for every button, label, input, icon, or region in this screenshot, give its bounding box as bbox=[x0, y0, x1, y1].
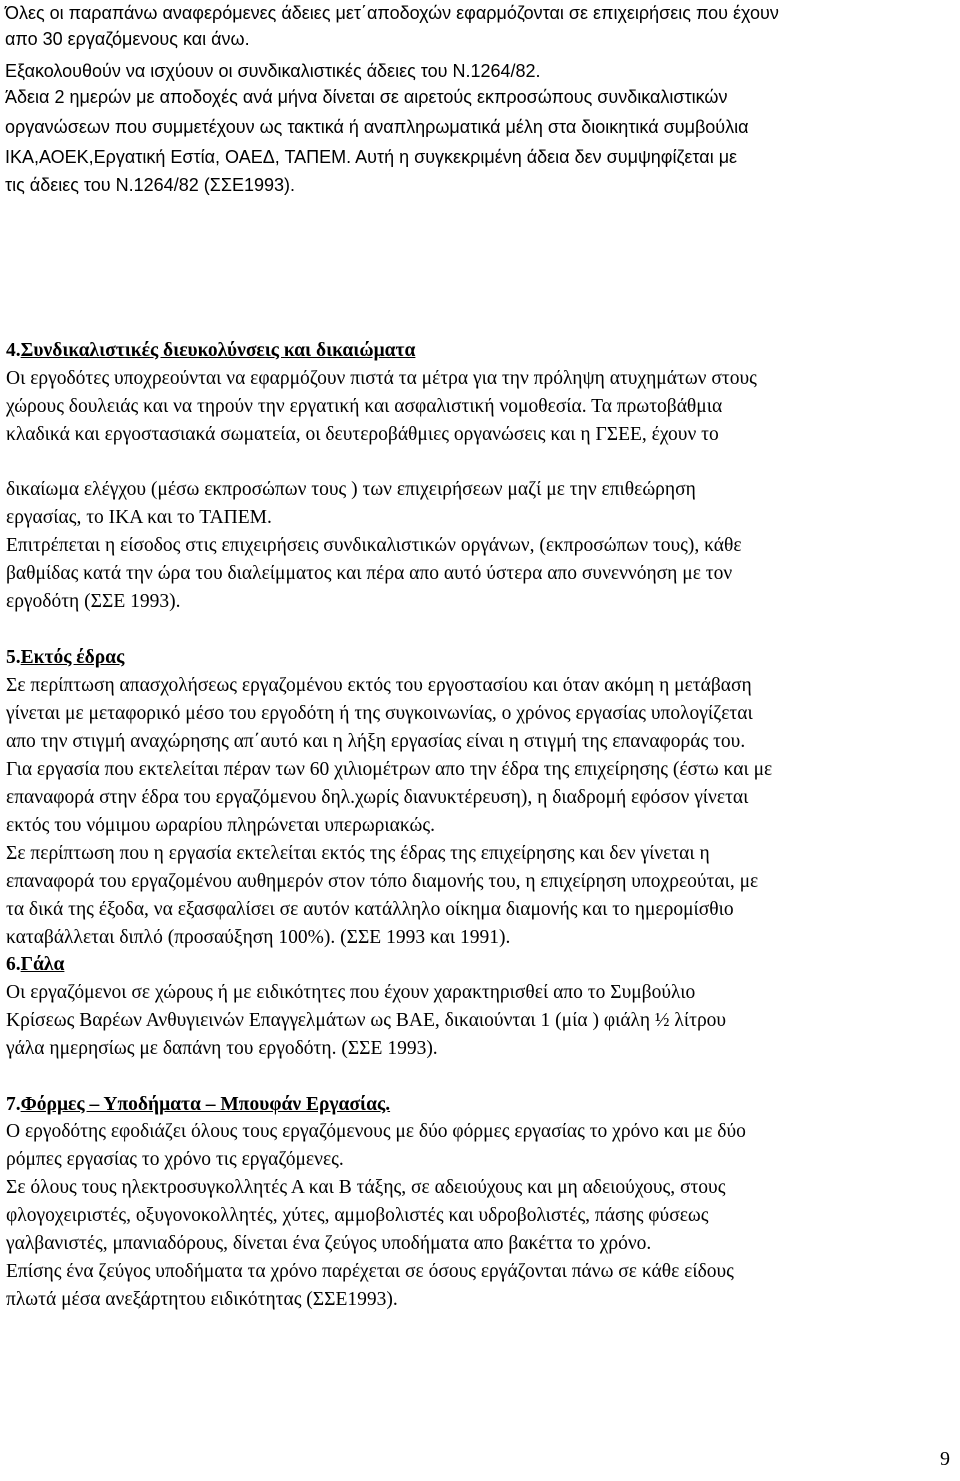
section-6-heading bbox=[6, 952, 64, 978]
section-5-line: εκτός του νόμιμου ωραρίου πληρώνεται υπερωριακώς. bbox=[6, 815, 435, 836]
intro-line: Εξακολουθούν να ισχύουν οι συνδικαλιστικές άδειες του Ν.1264/82. bbox=[5, 61, 541, 81]
intro-line: απο 30 εργαζόμενους και άνω. bbox=[5, 29, 250, 49]
section-5-number: 5. bbox=[6, 647, 21, 668]
section-7-line: πλωτά μέσα ανεξάρτητου ειδικότητας (ΣΣΕ1993). bbox=[6, 1289, 398, 1310]
section-5-heading bbox=[6, 645, 124, 671]
section-4-line: βαθμίδας κατά την ώρα του διαλείμματος και πέρα απο αυτό ύστερα απο συνεννόηση με τον bbox=[6, 563, 733, 584]
section-5-line: απο την στιγμή αναχώρησης απ΄αυτό και η λήξη εργασίας είναι η στιγμή της επαναφοράς του. bbox=[6, 731, 746, 752]
section-7-line: γαλβανιστές, μπανιαδόρους, δίνεται ένα ζεύγος υποδήματα απο βακέττα το χρόνο. bbox=[6, 1233, 652, 1254]
intro-line: οργανώσεων που συμμετέχουν ως τακτικά ή αναπληρωματικά μέλη στα διοικητικά συμβούλια bbox=[5, 117, 749, 137]
section-5-line: επαναφορά του εργαζομένου αυθημερόν στον τόπο διαμονής του, η επιχείρηση υποχρεούται, με bbox=[6, 871, 759, 892]
intro-line: τις άδειες του Ν.1264/82 (ΣΣΕ1993). bbox=[5, 175, 296, 195]
section-4-line: χώρους δουλειάς και να τηρούν την εργατική και ασφαλιστική νομοθεσία. Τα πρωτοβάθμια bbox=[6, 396, 723, 417]
section-7-title: Φόρμες – Υποδήματα – Μπουφάν Εργασίας. bbox=[20, 1094, 391, 1115]
section-4-line: εργασίας, το ΙΚΑ και το ΤΑΠΕΜ. bbox=[6, 507, 272, 528]
section-6-title: Γάλα bbox=[20, 954, 65, 975]
section-6-line: Κρίσεως Βαρέων Ανθυγιεινών Επαγγελμάτων ως ΒΑΕ, δικαιούνται 1 (μία ) φιάλη ½ λίτρου bbox=[6, 1010, 727, 1031]
section-5-line: τα δικά της έξοδα, να εξασφαλίσει σε αυτόν κατάλληλο οίκημα διαμονής και το ημερομίσθιο bbox=[6, 899, 734, 920]
section-4-line: δικαίωμα ελέγχου (μέσω εκπροσώπων τους ) των επιχειρήσεων μαζί με την επιθεώρηση bbox=[6, 479, 696, 500]
section-4-line: κλαδικά και εργοστασιακά σωματεία, οι δευτεροβάθμιες οργανώσεις και η ΓΣΕΕ, έχουν το bbox=[6, 424, 719, 445]
section-5-line: Για εργασία που εκτελείται πέραν των 60 χιλιομέτρων απο την έδρα της επιχείρησης (έστω και με bbox=[6, 759, 773, 780]
section-4-number: 4. bbox=[6, 340, 21, 361]
section-4-line: εργοδότη (ΣΣΕ 1993). bbox=[6, 591, 181, 612]
section-4-title: Συνδικαλιστικές διευκολύνσεις και δικαιώματα bbox=[20, 340, 416, 361]
section-5-title: Εκτός έδρας bbox=[20, 647, 125, 668]
intro-line: Όλες οι παραπάνω αναφερόμενες άδειες μετ΄αποδοχών εφαρμόζονται σε επιχειρήσεις που έχουν bbox=[5, 3, 779, 23]
section-5-line: Σε περίπτωση απασχολήσεως εργαζομένου εκτός του εργοστασίου και όταν ακόμη η μετάβαση bbox=[6, 675, 752, 696]
section-5-line: επαναφορά στην έδρα του εργαζόμενου δηλ.χωρίς διανυκτέρευση), η διαδρομή εφόσον γίνεται bbox=[6, 787, 749, 808]
intro-line: ΙΚΑ,ΑΟΕΚ,Εργατική Εστία, ΟΑΕΔ, ΤΑΠΕΜ. Αυτή η συγκεκριμένη άδεια δεν συμψηφίζεται με bbox=[5, 147, 738, 167]
section-6-number: 6. bbox=[6, 954, 21, 975]
section-5-line: γίνεται με μεταφορικό μέσο του εργοδότη ή της συγκοινωνίας, ο χρόνος εργασίας υπολογίζεται bbox=[6, 703, 753, 724]
section-7-line: ρόμπες εργασίας το χρόνο τις εργαζόμενες. bbox=[6, 1149, 344, 1170]
section-7-line: Επίσης ένα ζεύγος υποδήματα τα χρόνο παρέχεται σε όσους εργάζονται πάνω σε κάθε είδους bbox=[6, 1261, 734, 1282]
section-4-heading bbox=[6, 338, 415, 364]
section-7-number: 7. bbox=[6, 1094, 21, 1115]
section-5-line: Σε περίπτωση που η εργασία εκτελείται εκτός της έδρας της επιχείρησης και δεν γίνεται η bbox=[6, 843, 710, 864]
section-5-line: καταβάλλεται διπλό (προσαύξηση 100%). (ΣΣΕ 1993 και 1991). bbox=[6, 927, 511, 948]
section-4-line: Οι εργοδότες υποχρεούνται να εφαρμόζουν πιστά τα μέτρα για την πρόληψη ατυχημάτων στους bbox=[6, 368, 757, 389]
page-number: 9 bbox=[940, 1448, 950, 1470]
section-4-line: Επιτρέπεται η είσοδος στις επιχειρήσεις συνδικαλιστικών οργάνων, (εκπροσώπων τους), κάθε bbox=[6, 535, 742, 556]
intro-line: Άδεια 2 ημερών με αποδοχές ανά μήνα δίνεται σε αιρετούς εκπροσώπους συνδικαλιστικών bbox=[5, 87, 728, 107]
section-6-line: Οι εργαζόμενοι σε χώρους ή με ειδικότητες που έχουν χαρακτηρισθεί απο το Συμβούλιο bbox=[6, 982, 696, 1003]
section-6-line: γάλα ημερησίως με δαπάνη του εργοδότη. (ΣΣΕ 1993). bbox=[6, 1038, 438, 1059]
section-7-line: φλογοχειριστές, οξυγονοκολλητές, χύτες, αμμοβολιστές και υδροβολιστές, πάσης φύσεως bbox=[6, 1205, 709, 1226]
section-7-line: Σε όλους τους ηλεκτροσυγκολλητές Α και Β τάξης, σε αδειούχους και μη αδειούχους, στους bbox=[6, 1177, 726, 1198]
section-7-line: Ο εργοδότης εφοδιάζει όλους τους εργαζόμενους με δύο φόρμες εργασίας το χρόνο και με δύο bbox=[6, 1121, 746, 1142]
section-7-heading bbox=[6, 1092, 390, 1118]
